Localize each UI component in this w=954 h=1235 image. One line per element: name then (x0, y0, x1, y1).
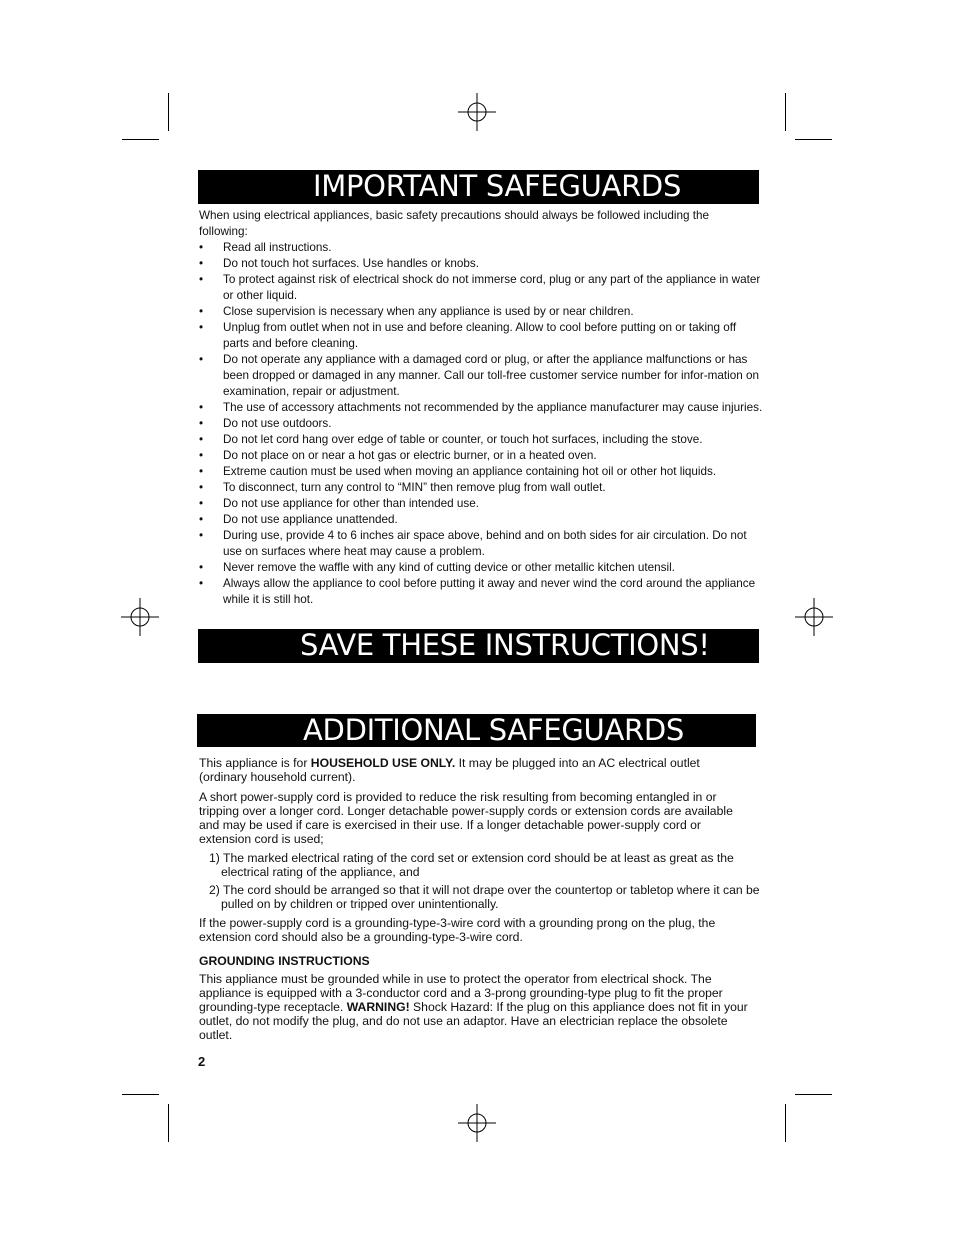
additional-safeguards-title: ADDITIONAL SAFEGUARDS (303, 713, 684, 747)
grounding-text-start: This appliance must be grounded while in use to protect the operator from electrical shock. The appliance is equipped with a 3-conductor cord and a 3-prong grounding-type plug to fit the proper grounding-type receptacle. (199, 972, 723, 1014)
crop-mark-top-right-vertical (785, 93, 786, 131)
bullet-icon: • (199, 417, 204, 430)
safeguard-text: Always allow the appliance to cool before putting it away and never wind the cord around the appliance while it is still hot. (223, 577, 756, 606)
registration-mark-top-icon (458, 93, 496, 131)
numbered-item-1: 1) The marked electrical rating of the cord set or extension cord should be at least as great as the electrical rating of the appliance, and (209, 851, 734, 879)
safeguard-text: The use of accessory attachments not recommended by the appliance manufacturer may cause injuries. (223, 401, 763, 414)
safeguard-text: Never remove the waffle with any kind of cutting device or other metallic kitchen utensil. (223, 561, 675, 574)
safeguard-list-item (199, 352, 765, 400)
safeguard-text: To disconnect, turn any control to “MIN” then remove plug from wall outlet. (223, 481, 606, 494)
safeguard-list-item (199, 240, 765, 256)
safeguard-list-item (199, 432, 765, 448)
crop-mark-bottom-right-horizontal (795, 1094, 832, 1095)
safeguard-text: Do not use outdoors. (223, 417, 332, 430)
safeguard-list-item (199, 256, 765, 272)
safeguard-text: Do not touch hot surfaces. Use handles or knobs. (223, 257, 479, 270)
household-use-paragraph (199, 756, 751, 784)
bullet-icon: • (199, 353, 204, 366)
bullet-icon: • (199, 513, 204, 526)
safeguard-text: During use, provide 4 to 6 inches air space above, behind and on both sides for air circulation. Do not use on surfaces where heat may cause a problem. (223, 529, 747, 558)
safeguard-list-item (199, 560, 765, 576)
crop-mark-top-left-vertical (168, 93, 169, 131)
safeguard-list-item (199, 528, 765, 560)
safeguard-text: Unplug from outlet when not in use and before cleaning. Allow to cool before putting on or taking off parts and before cleaning. (223, 321, 737, 350)
bullet-icon: • (199, 433, 204, 446)
grounding-instructions-heading: GROUNDING INSTRUCTIONS (199, 954, 370, 968)
numbered-item-2: 2) The cord should be arranged so that it will not drape over the countertop or tabletop where it can be pulled on by children or tripped over unintentionally. (209, 883, 760, 911)
safeguard-list-item (199, 512, 765, 528)
bullet-icon: • (199, 529, 204, 542)
warning-label: WARNING! (346, 1000, 410, 1014)
grounding-cord-paragraph: If the power-supply cord is a grounding-type-3-wire cord with a grounding prong on the plug, the extension cord should also be a grounding-type-3-wire cord. (199, 916, 716, 944)
registration-mark-left-icon (121, 598, 159, 636)
power-cord-paragraph: A short power-supply cord is provided to reduce the risk resulting from becoming entangled in or tripping over a longer cord. Longer detachable power-supply cords or extension cords are available and may be used if care is exercised in their use. If a longer detachable power-supply cord or extension cord is used; (199, 790, 733, 846)
bullet-icon: • (199, 401, 204, 414)
bullet-icon: • (199, 273, 204, 286)
bullet-icon: • (199, 465, 204, 478)
save-instructions-title: SAVE THESE INSTRUCTIONS! (300, 628, 710, 662)
safeguard-list-item (199, 448, 765, 464)
crop-mark-bottom-right-vertical (785, 1104, 786, 1142)
safeguard-text: Do not use appliance unattended. (223, 513, 398, 526)
safeguard-text: Do not operate any appliance with a damaged cord or plug, or after the appliance malfunctions or has been dropped or damaged in any manner. Call our toll-free customer service number for infor-mation on examination, repair or adjustment. (223, 353, 759, 398)
household-use-only: HOUSEHOLD USE ONLY. (310, 756, 456, 770)
important-intro: When using electrical appliances, basic safety precautions should always be followed including the following: (199, 209, 709, 238)
safeguard-text: Close supervision is necessary when any appliance is used by or near children. (223, 305, 634, 318)
grounding-instructions-paragraph (199, 972, 751, 1042)
safeguard-list-item (199, 272, 765, 304)
bullet-icon: • (199, 561, 204, 574)
bullet-icon: • (199, 497, 204, 510)
bullet-icon: • (199, 481, 204, 494)
safeguard-text: Read all instructions. (223, 241, 332, 254)
safeguard-list-item (199, 400, 765, 416)
safeguard-text: To protect against risk of electrical shock do not immerse cord, plug or any part of the appliance in water or other liquid. (223, 273, 761, 302)
bullet-icon: • (199, 241, 204, 254)
crop-mark-bottom-left-vertical (168, 1104, 169, 1142)
crop-mark-bottom-left-horizontal (122, 1094, 159, 1095)
safeguard-text: Do not place on or near a hot gas or electric burner, or in a heated oven. (223, 449, 597, 462)
bullet-icon: • (199, 449, 204, 462)
additional-safeguards-banner (197, 714, 756, 747)
household-text-start: This appliance is for (199, 756, 311, 770)
safeguard-list-item (199, 496, 765, 512)
registration-mark-bottom-icon (458, 1104, 496, 1142)
safeguard-text: Extreme caution must be used when moving an appliance containing hot oil or other hot liquids. (223, 465, 717, 478)
safeguard-list-item (199, 480, 765, 496)
save-instructions-banner (198, 629, 759, 663)
bullet-icon: • (199, 577, 204, 590)
household-text-end: It may be plugged into an AC electrical outlet (ordinary household current). (199, 756, 700, 784)
important-safeguards-list (199, 240, 765, 608)
registration-mark-right-icon (795, 598, 833, 636)
crop-mark-top-left-horizontal (122, 139, 159, 140)
bullet-icon: • (199, 257, 204, 270)
grounding-text-end: Shock Hazard: If the plug on this appliance does not fit in your outlet, do not modify the plug, and do not use an adaptor. Have an electrician replace the obsolete outlet. (199, 1000, 748, 1042)
safeguard-list-item (199, 320, 765, 352)
important-safeguards-banner (198, 170, 759, 204)
safeguard-text: Do not use appliance for other than intended use. (223, 497, 480, 510)
important-safeguards-title: IMPORTANT SAFEGUARDS (313, 169, 682, 203)
bullet-icon: • (199, 321, 204, 334)
safeguard-list-item (199, 304, 765, 320)
page-number: 2 (198, 1054, 206, 1069)
bullet-icon: • (199, 305, 204, 318)
safeguard-list-item (199, 576, 765, 608)
safeguard-list-item (199, 464, 765, 480)
crop-mark-top-right-horizontal (795, 139, 832, 140)
safeguard-text: Do not let cord hang over edge of table or counter, or touch hot surfaces, including the stove. (223, 433, 703, 446)
safeguard-list-item (199, 416, 765, 432)
